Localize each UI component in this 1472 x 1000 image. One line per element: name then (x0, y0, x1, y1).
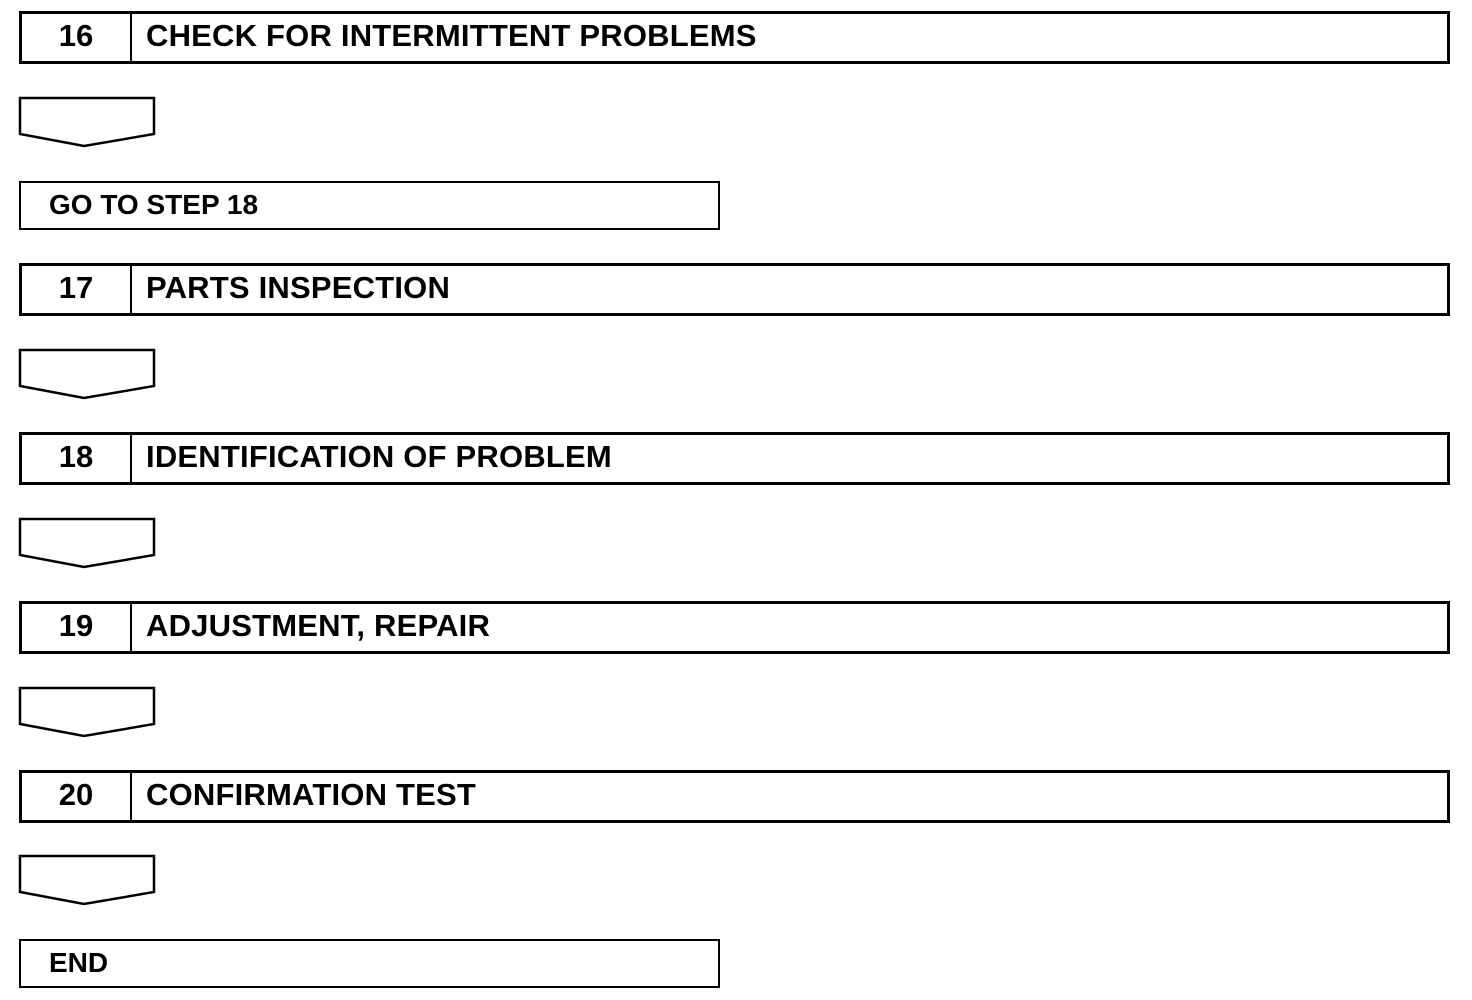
step-17-box (19, 263, 1450, 316)
step-title: CONFIRMATION TEST (146, 776, 477, 812)
step-number: 16 (22, 14, 132, 61)
step-title: CHECK FOR INTERMITTENT PROBLEMS (146, 17, 757, 53)
step-number: 17 (22, 266, 132, 313)
step-number: 18 (22, 435, 132, 482)
down-arrow-tab-icon (18, 686, 156, 738)
step-19-box (19, 601, 1450, 654)
end-box: END (19, 939, 720, 988)
step-16-box (19, 11, 1450, 64)
step-number: 19 (22, 604, 132, 651)
step-20-box (19, 770, 1450, 823)
down-arrow-tab-icon (18, 517, 156, 569)
go-to-step-18-box: GO TO STEP 18 (19, 181, 720, 230)
step-18-box (19, 432, 1450, 485)
step-title: PARTS INSPECTION (146, 269, 451, 305)
down-arrow-tab-icon (18, 348, 156, 400)
step-title: ADJUSTMENT, REPAIR (146, 607, 491, 643)
step-number: 20 (22, 773, 132, 820)
down-arrow-tab-icon (18, 96, 156, 148)
down-arrow-tab-icon (18, 854, 156, 906)
step-title: IDENTIFICATION OF PROBLEM (146, 438, 612, 474)
